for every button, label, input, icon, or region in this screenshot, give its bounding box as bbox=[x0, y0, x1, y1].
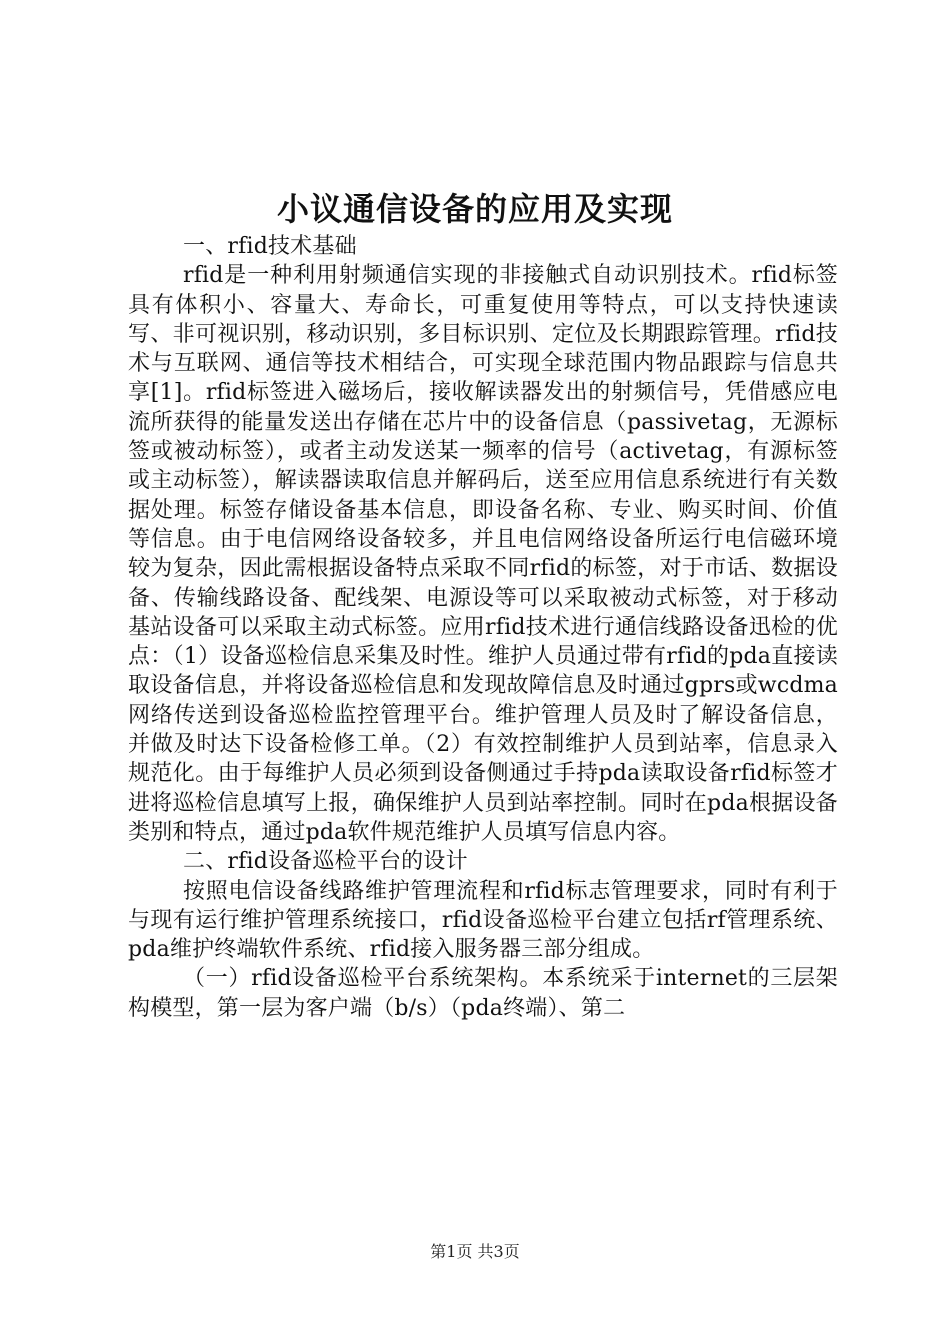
section-heading-2: 二、rfid设备巡检平台的设计 bbox=[183, 849, 468, 875]
section-heading-1: 一、rfid技术基础 bbox=[183, 234, 357, 259]
paragraph-rfid-basics: rfid是一种利用射频通信实现的非接触式自动识别技术。rfid标签具有体积小、容量大、寿命长，可重复使用等特点，可以支持快速读写、非可视识别，移动识别，多目标识别、定位及长期跟踪管理。rfid技术与互联网、通信等技术相结合，可实现全球范围内物品跟踪与信息共享[1]。rfid标签进入磁场后，接收解读器发出的射频信号，凭借感应电流所获得的能量发送出存储在芯片中的设备信息（passivetag，无源标签或被动标签），或者主动发送某一频率的信号（activetag，有源标签或主动标签），解读器读取信息并解码后，送至应用信息系统进行有关数据处理。标签存储设备基本信息，即设备名称、专业、购买时间、价值等信息。由于电信网络设备较多，并且电信网络设备所运行电信磁环境较为复杂，因此需根据设备特点采取不同rfid的标签，对于市话、数据设备、传输线路设备、配线架、电源设等可以采取被动式标签，对于移动基站设备可以采取主动式标签。应用rfid技术进行通信线路设备迅检的优点：（1）设备巡检信息采集及时性。维护人员通过带有rfid的pda直接读取设备信息，并将设备巡检信息和发现故障信息及时通过gprs或wcdma网络传送到设备巡检监控管理平台。维护管理人员及时了解设备信息，并做及时达下设备检修工单。（2）有效控制维护人员到站率，信息录入规范化。由于每维护人员必须到设备侧通过手持pda读取设备rfid标签才进将巡检信息填写上报，确保维护人员到站率控制。同时在pda根据设备类别和特点，通过pda软件规范维护人员填写信息内容。 bbox=[128, 263, 838, 845]
paragraph-platform-design: 按照电信设备线路维护管理流程和rfid标志管理要求，同时有利于与现有运行维护管理系统接口，rfid设备巡检平台建立包括rf管理系统、pda维护终端软件系统、rfid接入服务器三部分组成。 bbox=[128, 878, 838, 963]
document-body bbox=[128, 232, 838, 1023]
paragraph-system-architecture: （一）rfid设备巡检平台系统架构。本系统采于internet的三层架构模型，第一层为客户端（b/s）（pda终端）、第二 bbox=[128, 966, 838, 1021]
page-footer: 第1页 共3页 bbox=[430, 1242, 520, 1261]
document-title: 小议通信设备的应用及实现 bbox=[276, 190, 673, 228]
